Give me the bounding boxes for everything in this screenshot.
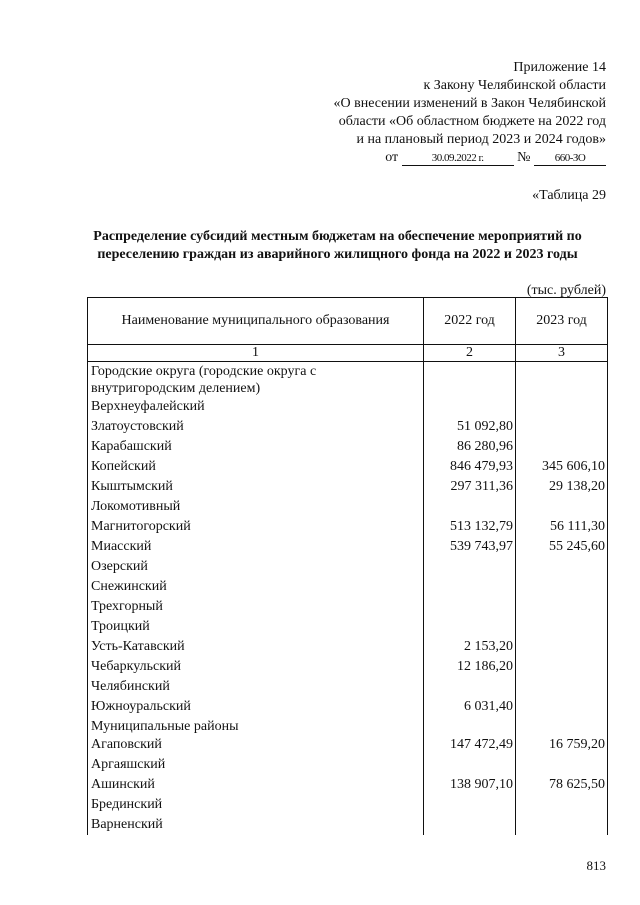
header-row — [88, 298, 608, 345]
column-number: 3 — [516, 345, 608, 362]
table-row — [88, 735, 608, 755]
table-row — [88, 577, 608, 597]
table-row — [88, 677, 608, 697]
value-2022: 86 280,96 — [424, 437, 516, 457]
table-row — [88, 517, 608, 537]
column-number-row — [88, 345, 608, 362]
table-row — [88, 477, 608, 497]
table-row — [88, 815, 608, 835]
section-title: Городские округа (городские округа с внутригородским делением) — [88, 362, 424, 398]
section-row — [88, 717, 608, 735]
municipality-name: Кыштымский — [88, 477, 424, 497]
table-row — [88, 417, 608, 437]
value-2023 — [516, 497, 608, 517]
value-2022: 12 186,20 — [424, 657, 516, 677]
municipality-name: Трехгорный — [88, 597, 424, 617]
appendix-header — [246, 59, 606, 167]
table-row — [88, 497, 608, 517]
subsidy-table — [87, 297, 608, 835]
table-row — [88, 537, 608, 557]
value-2023: 345 606,10 — [516, 457, 608, 477]
page-number: 813 — [586, 858, 606, 873]
value-2022 — [424, 577, 516, 597]
value-2023 — [516, 437, 608, 457]
municipality-name: Локомотивный — [88, 497, 424, 517]
value-2023 — [516, 617, 608, 637]
value-2023: 16 759,20 — [516, 735, 608, 755]
header-cell-name: Наименование муниципального образования — [88, 298, 424, 345]
value-2023 — [516, 697, 608, 717]
municipality-name: Челябинский — [88, 677, 424, 697]
municipality-name: Чебаркульский — [88, 657, 424, 677]
value-2023: 55 245,60 — [516, 537, 608, 557]
table-row — [88, 397, 608, 417]
value-2023 — [516, 417, 608, 437]
table-row — [88, 437, 608, 457]
value-2023 — [516, 755, 608, 775]
table-row — [88, 795, 608, 815]
value-2022: 297 311,36 — [424, 477, 516, 497]
empty-cell — [516, 362, 608, 398]
value-2022: 6 031,40 — [424, 697, 516, 717]
value-2022 — [424, 677, 516, 697]
municipality-name: Аргаяшский — [88, 755, 424, 775]
municipality-name: Варненский — [88, 815, 424, 835]
municipality-name: Карабашский — [88, 437, 424, 457]
title-line: переселению граждан из аварийного жилищного фонда на 2022 и 2023 годы — [97, 247, 578, 262]
value-2022: 846 479,93 — [424, 457, 516, 477]
value-2023 — [516, 397, 608, 417]
appendix-line: и на плановый период 2023 и 2024 годов» — [356, 132, 606, 147]
value-2022: 513 132,79 — [424, 517, 516, 537]
value-2023 — [516, 597, 608, 617]
municipality-name: Магнитогорский — [88, 517, 424, 537]
header-cell-2022: 2022 год — [424, 298, 516, 345]
title-line: Распределение субсидий местным бюджетам на обеспечение мероприятий по — [93, 229, 582, 244]
empty-cell — [424, 362, 516, 398]
table-row — [88, 657, 608, 677]
table-row — [88, 597, 608, 617]
table-row — [88, 697, 608, 717]
value-2023: 56 111,30 — [516, 517, 608, 537]
value-2023: 29 138,20 — [516, 477, 608, 497]
empty-cell — [516, 717, 608, 735]
table-reference: «Таблица 29 — [532, 188, 606, 203]
value-2023: 78 625,50 — [516, 775, 608, 795]
law-date: 30.09.2022 г. — [402, 151, 514, 166]
municipality-name: Миасский — [88, 537, 424, 557]
value-2022 — [424, 597, 516, 617]
table-row — [88, 755, 608, 775]
value-2023 — [516, 815, 608, 835]
value-2023 — [516, 677, 608, 697]
value-2022: 147 472,49 — [424, 735, 516, 755]
municipality-name: Озерский — [88, 557, 424, 577]
units-label: (тыс. рублей) — [526, 283, 606, 298]
municipality-name: Верхнеуфалейский — [88, 397, 424, 417]
value-2023 — [516, 577, 608, 597]
value-2022: 2 153,20 — [424, 637, 516, 657]
section-row — [88, 362, 608, 398]
municipality-name: Златоустовский — [88, 417, 424, 437]
header-cell-2023: 2023 год — [516, 298, 608, 345]
section-title: Муниципальные районы — [88, 717, 424, 735]
value-2022 — [424, 557, 516, 577]
appendix-line: «О внесении изменений в Закон Челябинской — [333, 96, 606, 111]
number-sign: № — [517, 150, 531, 165]
municipality-name: Ашинский — [88, 775, 424, 795]
value-2023 — [516, 637, 608, 657]
value-2022 — [424, 795, 516, 815]
table-row — [88, 457, 608, 477]
value-2022 — [424, 617, 516, 637]
value-2022: 539 743,97 — [424, 537, 516, 557]
column-number: 1 — [88, 345, 424, 362]
from-label: от — [385, 150, 399, 165]
column-number: 2 — [424, 345, 516, 362]
appendix-line: к Закону Челябинской области — [423, 78, 606, 93]
municipality-name: Троицкий — [88, 617, 424, 637]
value-2023 — [516, 657, 608, 677]
value-2022 — [424, 497, 516, 517]
table-row — [88, 775, 608, 795]
value-2022 — [424, 755, 516, 775]
appendix-line: Приложение 14 — [513, 60, 606, 75]
value-2023 — [516, 795, 608, 815]
document-title — [70, 228, 605, 264]
municipality-name: Снежинский — [88, 577, 424, 597]
municipality-name: Южноуральский — [88, 697, 424, 717]
municipality-name: Брединский — [88, 795, 424, 815]
value-2022 — [424, 397, 516, 417]
municipality-name: Усть-Катавский — [88, 637, 424, 657]
law-number: 660-ЗО — [534, 151, 606, 166]
value-2023 — [516, 557, 608, 577]
table-row — [88, 557, 608, 577]
municipality-name: Копейский — [88, 457, 424, 477]
value-2022: 138 907,10 — [424, 775, 516, 795]
appendix-line: области «Об областном бюджете на 2022 год — [338, 114, 606, 129]
value-2022: 51 092,80 — [424, 417, 516, 437]
value-2022 — [424, 815, 516, 835]
law-date-number-line — [246, 149, 606, 167]
table-row — [88, 617, 608, 637]
empty-cell — [424, 717, 516, 735]
municipality-name: Агаповский — [88, 735, 424, 755]
table-row — [88, 637, 608, 657]
